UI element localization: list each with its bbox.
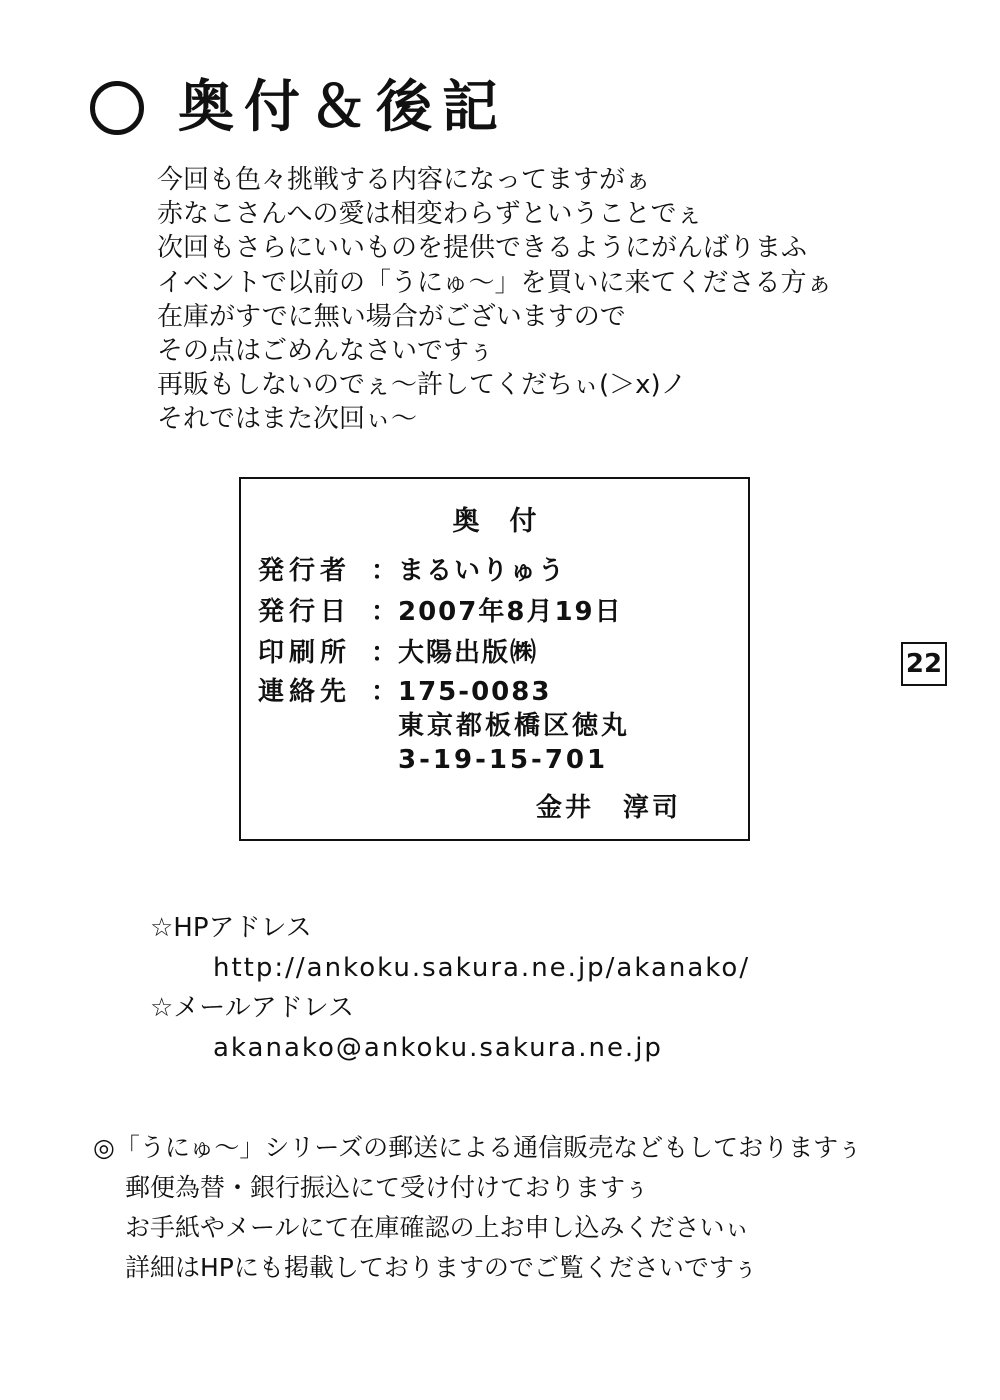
message-line: イベントで以前の「うにゅ～」を買いに来てくださる方ぁ xyxy=(157,267,833,298)
printer-value: 大陽出版㈱ xyxy=(398,638,539,668)
afterword-message xyxy=(157,163,832,437)
mail-order-line: お手紙やメールにて在庫確認の上お申し込みくださいぃ xyxy=(125,1213,750,1242)
date-row xyxy=(258,592,623,632)
date-label: 発行日 xyxy=(258,597,352,627)
hp-url: http://ankoku.sakura.ne.jp/akanako/ xyxy=(213,953,751,983)
colon: ： xyxy=(370,638,397,668)
mail-order-line: 詳細はHPにも掲載しておりますのでご覧くださいですぅ xyxy=(125,1253,759,1282)
mail-order-line: 郵便為替・銀行振込にて受け付けておりますぅ xyxy=(125,1173,650,1202)
contact-info xyxy=(150,908,750,1068)
publisher-value: まるいりゅう xyxy=(398,556,567,586)
address-line: 東京都板橋区徳丸 xyxy=(398,711,631,741)
colon: ： xyxy=(370,597,397,627)
contact-name: 金井 淳司 xyxy=(536,793,682,823)
message-line: それではまた次回ぃ～ xyxy=(157,404,418,435)
contact-row xyxy=(258,672,551,712)
colophon-box xyxy=(239,477,750,841)
page-title: 奥付＆後記 xyxy=(178,75,508,140)
date-value: 2007年8月19日 xyxy=(398,597,623,627)
publisher-row xyxy=(258,551,566,591)
circle-icon xyxy=(90,81,144,135)
postal-code: 175-0083 xyxy=(398,677,552,707)
address-line: 3-19-15-701 xyxy=(398,745,609,775)
mail-address-label: ☆メールアドレス xyxy=(150,993,355,1023)
contact-label: 連絡先 xyxy=(258,677,352,707)
publisher-label: 発行者 xyxy=(258,556,352,586)
hp-address-label: ☆HPアドレス xyxy=(150,913,312,943)
message-line: 次回もさらにいいものを提供できるようにがんばりまふ xyxy=(157,233,808,264)
page-number: 22 xyxy=(901,642,947,686)
mail-address: akanako@ankoku.sakura.ne.jp xyxy=(213,1033,663,1063)
printer-label: 印刷所 xyxy=(258,638,352,668)
message-line: 在庫がすでに無い場合がございますので xyxy=(157,301,626,332)
colophon-title: 奥付 xyxy=(452,506,567,537)
message-line: 再販もしないのでぇ～許してくだちぃ(＞x)ノ xyxy=(157,370,687,401)
mail-order-notes xyxy=(93,1128,862,1288)
message-line: 今回も色々挑戦する内容になってますがぁ xyxy=(157,165,652,195)
colon: ： xyxy=(370,556,397,586)
printer-row xyxy=(258,633,538,673)
page-heading xyxy=(90,72,508,144)
mail-order-line: ◎「うにゅ～」シリーズの郵送による通信販売などもしておりますぅ xyxy=(93,1133,863,1162)
message-line: その点はごめんなさいですぅ xyxy=(157,336,495,367)
message-line: 赤なこさんへの愛は相変わらずということでぇ xyxy=(157,199,703,230)
colon: ： xyxy=(370,677,397,707)
